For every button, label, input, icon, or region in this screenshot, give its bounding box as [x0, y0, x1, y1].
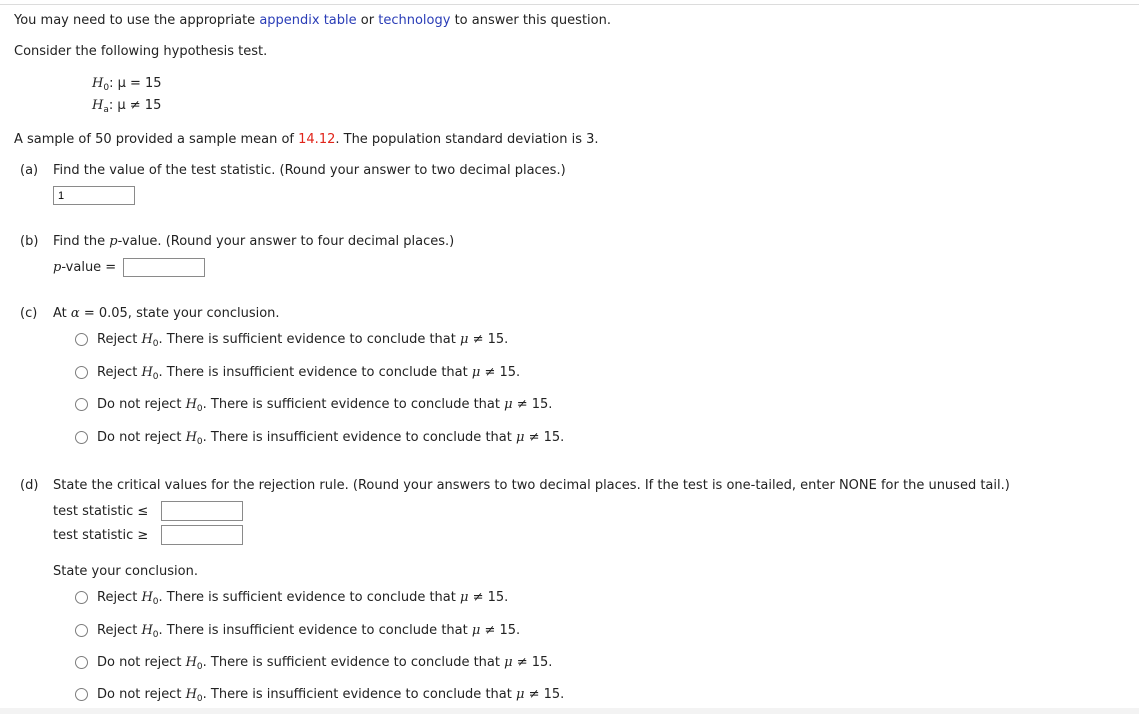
part-b-post: -value. (Round your answer to four decimal places.) [117, 234, 455, 249]
option-rel: ≠ 15. [472, 590, 509, 605]
option-after: . There is insufficient evidence to conclude that [202, 430, 512, 445]
technology-link[interactable]: technology [378, 13, 451, 28]
pvalue-p: p [53, 260, 62, 275]
part-b-p: p [109, 234, 118, 249]
part-c-question [53, 306, 280, 321]
pvalue-text: -value = [61, 260, 117, 275]
part-b-pre: Find the [53, 234, 106, 249]
h-letter: H [185, 397, 197, 412]
option-pre: Reject [97, 365, 138, 380]
sample-pre: A sample of 50 provided a sample mean of [14, 132, 294, 147]
part-c-label: (c) [20, 306, 38, 321]
critical-upper-input[interactable] [161, 525, 243, 545]
ha-letter: H [92, 98, 104, 113]
part-c-radio-4[interactable] [75, 431, 88, 444]
option-pre: Do not reject [97, 430, 182, 445]
critical-upper-label: test statistic ≥ [53, 528, 149, 543]
h-letter: H [141, 590, 153, 605]
option-pre: Reject [97, 590, 138, 605]
option-after: . There is sufficient evidence to conclude that [158, 332, 456, 347]
mu-symbol: μ [460, 332, 469, 347]
option-rel: ≠ 15. [528, 687, 565, 702]
h-sub: 0 [152, 597, 159, 607]
part-c-pre: At [53, 306, 67, 321]
ha-relation: : μ ≠ 15 [108, 98, 162, 113]
h-sub: 0 [196, 662, 203, 672]
part-b-question [53, 234, 454, 249]
intro-line [14, 13, 611, 28]
critical-lower-input[interactable] [161, 501, 243, 521]
h-letter: H [185, 687, 197, 702]
h-sub: 0 [152, 339, 159, 349]
part-d-question: State the critical values for the rejection rule. (Round your answers to two decimal places. If the test is one-tailed, enter NONE for the unused tail.) [53, 478, 1010, 493]
option-pre: Do not reject [97, 397, 182, 412]
appendix-table-link[interactable]: appendix table [259, 13, 357, 28]
mu-symbol: μ [515, 687, 525, 702]
mu-symbol: μ [515, 430, 525, 445]
option-after: . There is insufficient evidence to conclude that [202, 687, 512, 702]
mu-symbol: μ [504, 397, 513, 412]
part-d-option-2[interactable] [97, 623, 520, 640]
ha-sub: a [103, 105, 109, 115]
h0-letter: H [92, 76, 104, 91]
option-rel: ≠ 15. [516, 397, 553, 412]
part-d-radio-4[interactable] [75, 688, 88, 701]
h-sub: 0 [152, 372, 159, 382]
option-rel: ≠ 15. [472, 332, 509, 347]
intro-suffix: to answer this question. [454, 13, 611, 28]
part-c-radio-3[interactable] [75, 398, 88, 411]
mu-symbol: μ [471, 365, 481, 380]
option-rel: ≠ 15. [516, 655, 553, 670]
bottom-edge [0, 708, 1139, 714]
h-letter: H [141, 365, 153, 380]
intro-mid: or [360, 13, 375, 28]
mu-symbol: μ [460, 590, 469, 605]
option-pre: Do not reject [97, 687, 182, 702]
h-sub: 0 [196, 437, 203, 447]
option-pre: Do not reject [97, 655, 182, 670]
h-letter: H [141, 623, 153, 638]
pvalue-label [53, 260, 116, 275]
part-d-option-4[interactable] [97, 687, 564, 704]
option-pre: Reject [97, 623, 138, 638]
option-rel: ≠ 15. [528, 430, 565, 445]
top-divider [0, 4, 1139, 5]
h-sub: 0 [196, 694, 203, 704]
part-c-radio-2[interactable] [75, 366, 88, 379]
null-hypothesis [92, 76, 162, 93]
part-d-radio-3[interactable] [75, 656, 88, 669]
option-after: . There is sufficient evidence to conclude that [158, 590, 456, 605]
option-after: . There is insufficient evidence to conclude that [158, 365, 468, 380]
h-letter: H [185, 430, 197, 445]
part-d-radio-2[interactable] [75, 624, 88, 637]
part-c-option-3[interactable] [97, 397, 552, 414]
sample-mean-value: 14.12 [298, 132, 336, 147]
sample-post: . The population standard deviation is 3. [335, 132, 599, 147]
h-letter: H [141, 332, 153, 347]
option-rel: ≠ 15. [484, 365, 521, 380]
test-statistic-input[interactable] [53, 186, 135, 205]
state-conclusion-label: State your conclusion. [53, 564, 198, 579]
part-c-option-4[interactable] [97, 430, 564, 447]
critical-lower-label: test statistic ≤ [53, 504, 149, 519]
h-sub: 0 [196, 404, 203, 414]
consider-text: Consider the following hypothesis test. [14, 44, 268, 59]
pvalue-input[interactable] [123, 258, 205, 277]
part-d-radio-1[interactable] [75, 591, 88, 604]
part-c-post: = 0.05, state your conclusion. [83, 306, 280, 321]
part-b-label: (b) [20, 234, 39, 249]
part-a-question: Find the value of the test statistic. (Round your answer to two decimal places.) [53, 163, 566, 178]
sample-line [14, 132, 599, 147]
h-sub: 0 [152, 630, 159, 640]
mu-symbol: μ [504, 655, 513, 670]
intro-prefix: You may need to use the appropriate [14, 13, 256, 28]
part-c-radio-1[interactable] [75, 333, 88, 346]
part-c-option-2[interactable] [97, 365, 520, 382]
option-after: . There is sufficient evidence to conclude that [202, 655, 500, 670]
alpha-symbol: α [70, 306, 80, 321]
h-letter: H [185, 655, 197, 670]
option-pre: Reject [97, 332, 138, 347]
option-rel: ≠ 15. [484, 623, 521, 638]
part-d-option-3[interactable] [97, 655, 552, 672]
option-after: . There is sufficient evidence to conclude that [202, 397, 500, 412]
alt-hypothesis [92, 98, 161, 115]
h0-relation: : μ = 15 [109, 76, 162, 91]
part-d-option-1[interactable] [97, 590, 508, 607]
h0-sub: 0 [103, 83, 110, 93]
option-after: . There is insufficient evidence to conclude that [158, 623, 468, 638]
part-d-label: (d) [20, 478, 39, 493]
mu-symbol: μ [471, 623, 481, 638]
part-c-option-1[interactable] [97, 332, 508, 349]
part-a-label: (a) [20, 163, 39, 178]
